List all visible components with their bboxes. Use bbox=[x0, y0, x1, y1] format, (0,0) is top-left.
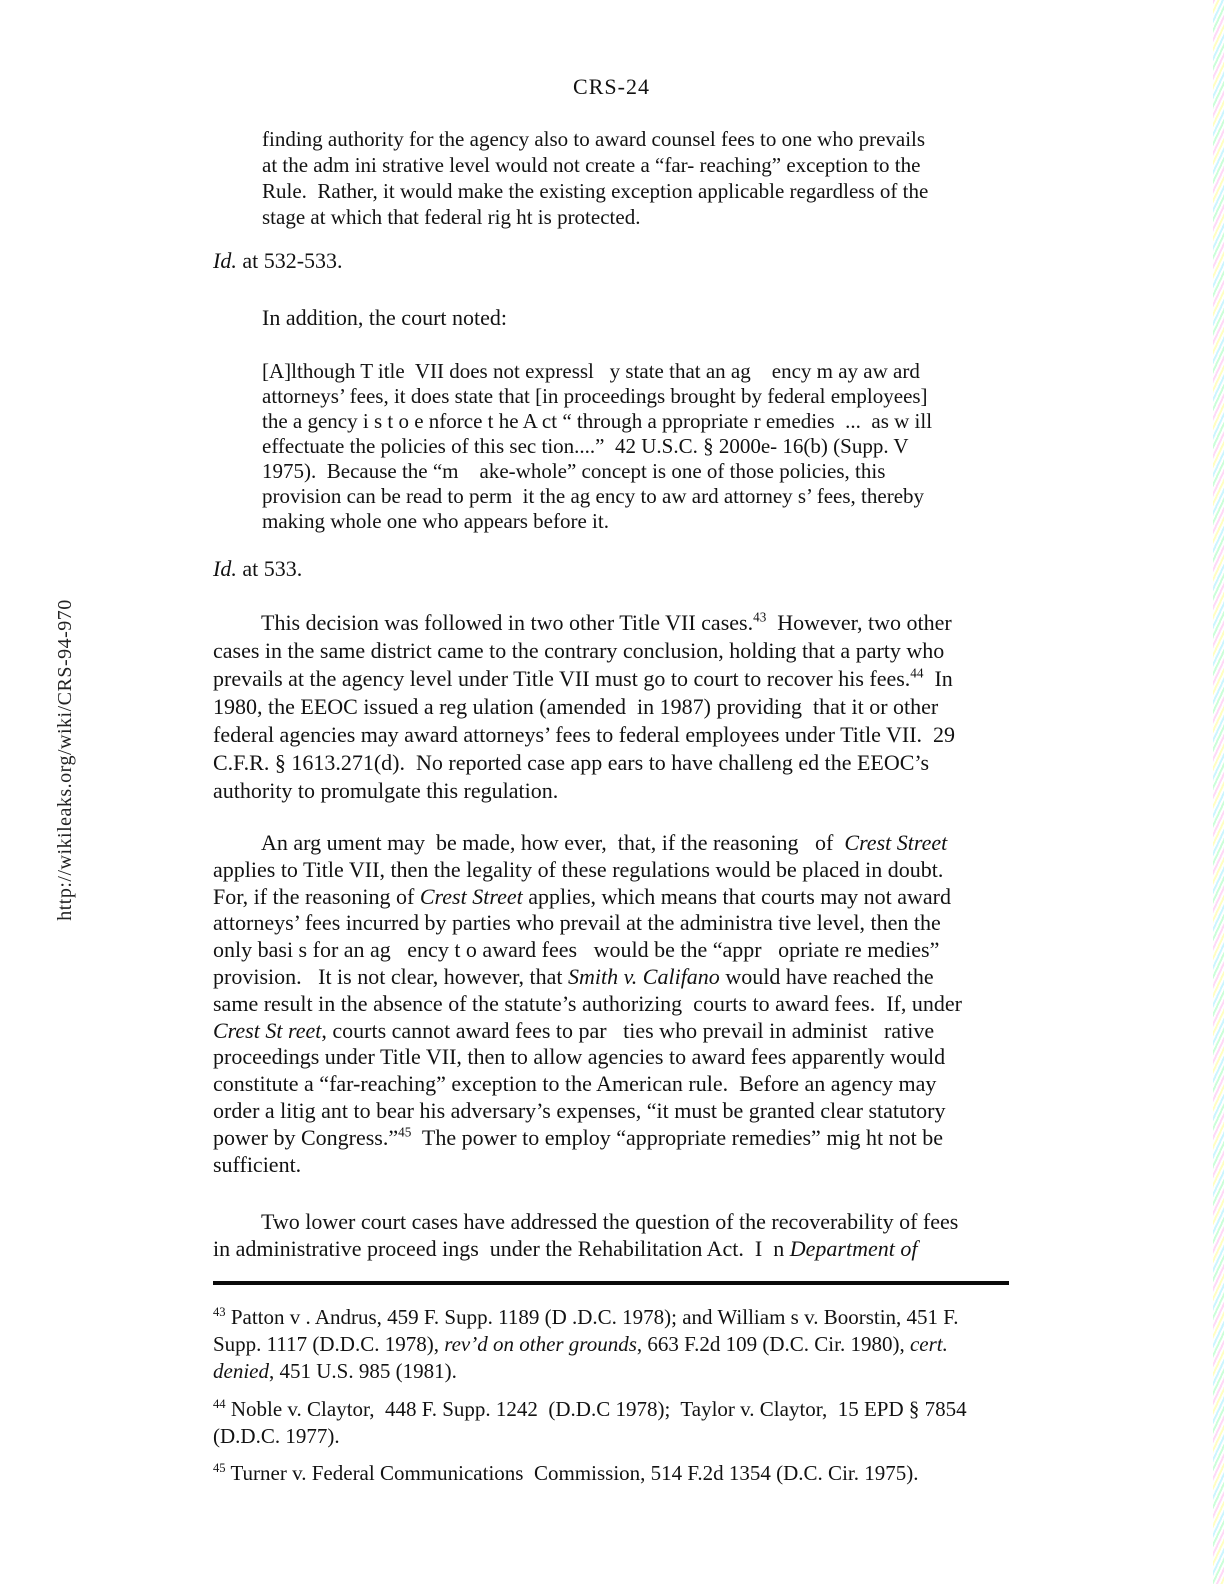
text-line: at the adm ini strative level would not create a “far- reaching” exception to the bbox=[262, 153, 921, 177]
text-line: Id. at 532-533. bbox=[213, 248, 343, 273]
text-line: proceedings under Title VII, then to allow agencies to award fees apparently would bbox=[213, 1044, 946, 1070]
text-line: provision can be read to perm it the ag ency to aw ard attorney s’ fees, thereby bbox=[262, 484, 925, 508]
text-line: applies to Title VII, then the legality of these regulations would be placed in doubt. bbox=[213, 856, 944, 882]
text-line: same result in the absence of the statute’s authorizing courts to award fees. If, under bbox=[213, 990, 962, 1016]
footnote-44 bbox=[213, 1396, 967, 1450]
wikileaks-url-watermark: http://wikileaks.org/wiki/CRS-94-970 bbox=[54, 599, 76, 921]
text-line: provision. It is not clear, however, that Smith v. Califano would have reached the bbox=[213, 963, 934, 989]
text-line: Crest St reet, courts cannot award fees to par ties who prevail in administ rative bbox=[213, 1017, 935, 1043]
footnote-43 bbox=[213, 1304, 959, 1385]
text-line: $^{44}$ Noble v. Claytor, 448 F. Supp. 1242 (D.D.C 1978); Taylor v. Claytor, 15 EPD § 7854 bbox=[213, 1397, 967, 1421]
text-line: denied, 451 U.S. 985 (1981). bbox=[213, 1359, 457, 1383]
text-line: sufficient. bbox=[213, 1151, 302, 1177]
text-line: Rule. Rather, it would make the existing exception applicable regardless of the bbox=[262, 179, 929, 203]
paragraph-two-lower-court-cases bbox=[213, 1208, 958, 1262]
text-line: [A]lthough T itle VII does not expressl y state that an ag ency m ay aw ard bbox=[262, 359, 920, 383]
text-line: cases in the same district came to the contrary conclusion, holding that a party who bbox=[213, 638, 945, 663]
text-line: Id. at 533. bbox=[213, 556, 303, 581]
text-line: only basi s for an ag ency t o award fees would be the “appr opriate re medies” bbox=[213, 937, 940, 963]
text-line: Supp. 1117 (D.D.C. 1978), rev’d on other grounds, 663 F.2d 109 (D.C. Cir. 1980), cert. bbox=[213, 1332, 948, 1356]
text-line: (D.D.C. 1977). bbox=[213, 1424, 340, 1448]
text-line: the a gency i s t o e nforce t he A ct “ through a ppropriate r emedies ... as w ill bbox=[262, 409, 933, 433]
text-line: stage at which that federal rig ht is protected. bbox=[262, 205, 641, 229]
text-line: This decision was followed in two other Title VII cases.$^{43}$ However, two other bbox=[261, 609, 952, 635]
text-line: in administrative proceed ings under the Rehabilitation Act. I n Department of bbox=[213, 1236, 918, 1261]
text-line: finding authority for the agency also to award counsel fees to one who prevails bbox=[262, 127, 926, 151]
text-line: federal agencies may award attorneys’ fees to federal employees under Title VII. 29 bbox=[213, 722, 956, 747]
text-line: For, if the reasoning of Crest Street applies, which means that courts may not award bbox=[213, 883, 951, 909]
blockquote-title-vii-remedies bbox=[262, 359, 932, 534]
text-line: 1980, the EEOC issued a reg ulation (amended in 1987) providing that it or other bbox=[213, 694, 939, 719]
footnote-45 bbox=[213, 1460, 918, 1487]
text-line: constitute a “far-reaching” exception to the American rule. Before an agency may bbox=[213, 1071, 937, 1097]
text-line: $^{45}$ Turner v. Federal Communications Commission, 514 F.2d 1354 (D.C. Cir. 1975). bbox=[213, 1461, 919, 1485]
citation-id-533 bbox=[213, 556, 302, 582]
text-line: order a litig ant to bear his adversary’s expenses, “it must be granted clear statutory bbox=[213, 1097, 946, 1123]
court-noted-intro-line bbox=[262, 305, 507, 331]
text-line: $^{43}$ Patton v . Andrus, 459 F. Supp. 1189 (D .D.C. 1978); and William s v. Boorstin, 451 F. bbox=[213, 1305, 959, 1329]
text-line: making whole one who appears before it. bbox=[262, 509, 609, 533]
text-line: effectuate the policies of this sec tion....” 42 U.S.C. § 2000e- 16(b) (Supp. V bbox=[262, 434, 909, 458]
text-line: attorneys’ fees, it does state that [in proceedings brought by federal employees] bbox=[262, 384, 928, 408]
blockquote-far-reaching-exception bbox=[262, 126, 928, 230]
text-line: C.F.R. § 1613.271(d). No reported case app ears to have challeng ed the EEOC’s bbox=[213, 750, 930, 775]
text-line: power by Congress.”$^{45}$ The power to employ “appropriate remedies” mig ht not be bbox=[213, 1124, 944, 1150]
paragraph-title-vii-cases bbox=[213, 609, 955, 805]
text-line: attorneys’ fees incurred by parties who prevail at the administra tive level, then the bbox=[213, 910, 941, 936]
text-line: authority to promulgate this regulation. bbox=[213, 778, 559, 803]
text-line: 1975). Because the “m ake-whole” concept is one of those policies, this bbox=[262, 459, 886, 483]
citation-id-532-533 bbox=[213, 248, 343, 274]
footnote-separator-rule bbox=[213, 1281, 1009, 1285]
text-line: In addition, the court noted: bbox=[262, 305, 507, 330]
text-line: Two lower court cases have addressed the question of the recoverability of fees bbox=[261, 1209, 959, 1234]
scan-artifact-edge-strip bbox=[1213, 0, 1224, 1584]
text-line: prevails at the agency level under Title VII must go to court to recover his fees.$^{44}$ In bbox=[213, 665, 953, 691]
paragraph-crest-street-argument bbox=[213, 830, 962, 1178]
page-number-header: CRS-24 bbox=[573, 74, 650, 99]
text-line: An arg ument may be made, how ever, that, if the reasoning of Crest Street bbox=[261, 830, 948, 855]
